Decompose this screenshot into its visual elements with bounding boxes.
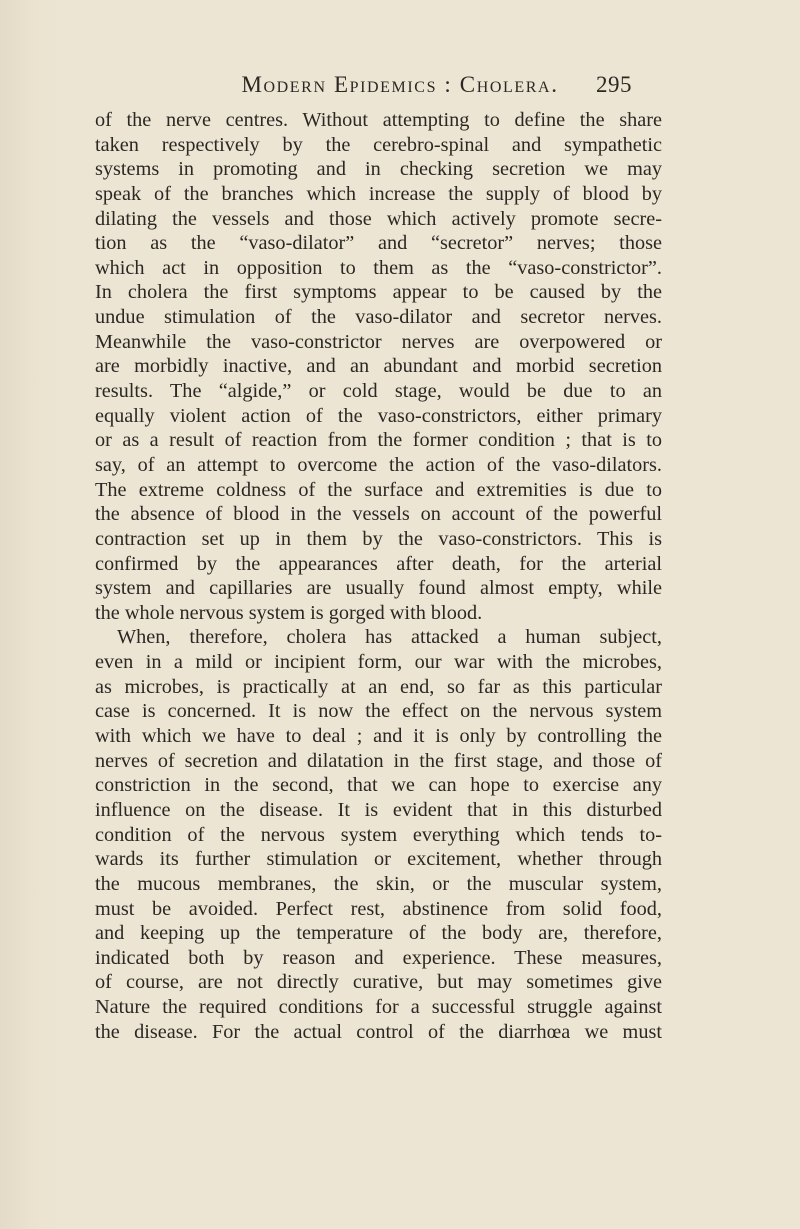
text-line: the disease. For the actual control of the diarrhœa we must [95,1020,662,1043]
text-line: Meanwhile the vaso-constrictor nerves are overpowered or [95,330,662,353]
text-line: taken respectively by the cerebro-spinal and sympathetic [95,133,662,156]
text-line: In cholera the first symptoms appear to be caused by the [95,281,662,304]
body-text [95,108,662,1044]
text-line: the whole nervous system is gorged with blood. [95,601,483,624]
text-line: of the nerve centres. Without attempting to define the share [95,109,662,131]
text-line: nerves of secretion and dilatation in the first stage, and those of [95,749,662,772]
text-line: undue stimulation of the vaso-dilator and secretor nerves. [95,306,662,329]
text-line: systems in promoting and in checking secretion we may [95,158,662,181]
text-line: speak of the branches which increase the supply of blood by [95,182,662,205]
text-line: When, therefore, cholera has attacked a human subject, [117,626,662,649]
text-line: results. The “algide,” or cold stage, would be due to an [95,380,662,403]
text-line: constriction in the second, that we can hope to exercise any [95,774,662,797]
text-line: contraction set up in them by the vaso-constrictors. This is [95,527,662,550]
text-line: dilating the vessels and those which actively promote secre- [95,207,662,230]
text-line: influence on the disease. It is evident that in this disturbed [95,798,662,821]
text-line: confirmed by the appearances after death, for the arterial [95,552,662,575]
running-head: Modern Epidemics : Cholera. [241,72,559,97]
text-line: and keeping up the temperature of the body are, therefore, [95,922,662,945]
text-line: equally violent action of the vaso-constrictors, either primary [95,404,662,427]
text-line: say, of an attempt to overcome the action of the vaso-dilators. [95,453,662,476]
text-line: as microbes, is practically at an end, so far as this particular [95,675,662,698]
page-gutter-shading [0,0,60,1229]
text-line: even in a mild or incipient form, our war with the microbes, [95,651,662,674]
text-line: The extreme coldness of the surface and extremities is due to [95,478,662,501]
text-line: or as a result of reaction from the former condition ; that is to [95,429,662,452]
text-line: Nature the required conditions for a successful struggle against [95,996,662,1019]
text-line: the mucous membranes, the skin, or the muscular system, [95,872,662,895]
text-line: tion as the “vaso-dilator” and “secretor” nerves; those [95,232,662,255]
text-line: the absence of blood in the vessels on account of the powerful [95,503,662,526]
text-line: wards its further stimulation or excitement, whether through [95,848,662,871]
text-line: system and capillaries are usually found almost empty, while [95,577,662,600]
text-line: of course, are not directly curative, but may sometimes give [95,971,662,994]
text-line: are morbidly inactive, and an abundant and morbid secretion [95,355,662,378]
text-line: must be avoided. Perfect rest, abstinence from solid food, [95,897,662,920]
text-line: which act in opposition to them as the “vaso-constrictor”. [95,256,662,279]
text-line: case is concerned. It is now the effect on the nervous system [95,700,662,723]
text-line: indicated both by reason and experience. These measures, [95,946,662,969]
text-line: with which we have to deal ; and it is only by controlling the [95,725,662,748]
text-line: condition of the nervous system everything which tends to- [95,823,662,846]
page-number: 295 [596,72,632,97]
